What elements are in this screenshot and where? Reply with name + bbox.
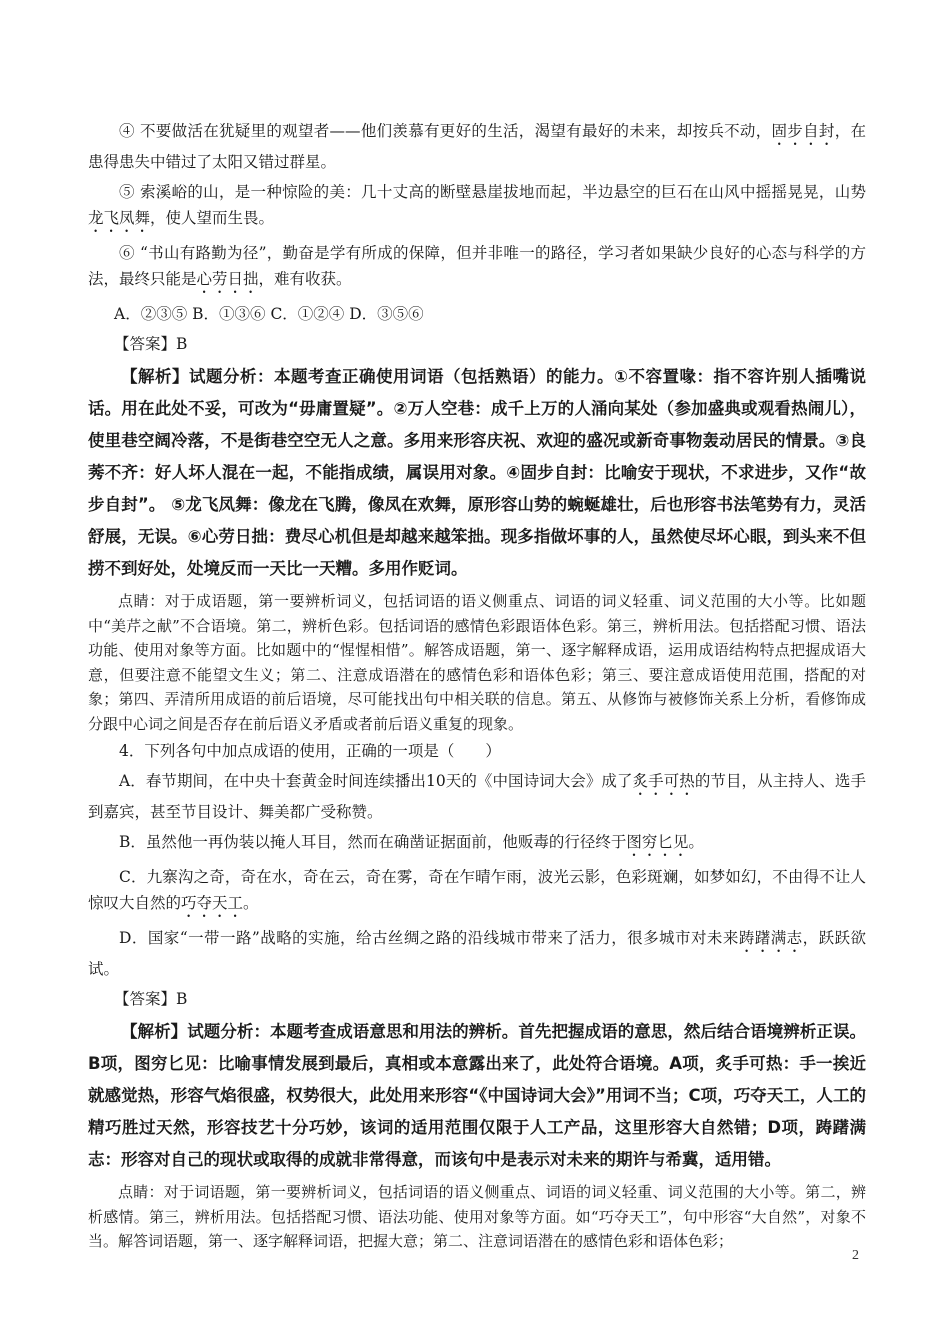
option-text: B．虽然他一再伪装以掩人耳目，然而在确凿证据面前，他贩毒的行径终于 [119, 833, 627, 851]
option-text: 。 [243, 894, 259, 912]
analysis-paragraph: 【解析】试题分析：本题考查成语意思和用法的辨析。首先把握成语的意思，然后结合语境辨析正误。B项，图穷匕见：比喻事情发展到最后，真相或本意露出来了，此处符合语境。A项，炙手可热：手一挨近就感觉热，形容气焰很盛，权势很大，此处用来形容“《中国诗词大会》”用词不当；C项，巧夺天工，人工的精巧胜过天然，形容技艺十分巧妙，该词的适用范围仅限于人工产品，这里形容大自然错；D项，踌躇满志：形容对自己的现状或取得的成就非常得意，而该句中是表示对未来的期许与希冀，适用错。 [88, 1022, 866, 1169]
option-text: D．国家“一带一路”战略的实施，给古丝绸之路的沿线城市带来了活力，很多城市对未来 [119, 929, 739, 947]
question-4: 4．下列各句中加点成语的使用，正确的一项是（ ） [119, 742, 501, 760]
answer-label: 【答案】B [114, 990, 188, 1008]
sentence-text: ，难有收获。 [258, 270, 352, 288]
dotted-idiom: 巧夺天工 [181, 894, 244, 912]
option-text: C．九寨沟之奇，奇在水，奇在云，奇在雾，奇在乍晴乍雨，波光云影，色彩斑斓，如梦如幻，不由得不让人惊叹大自然的 [88, 868, 866, 912]
sentence-text: ，在患得患失中错过了太阳又错过群星。 [88, 122, 866, 171]
sentence-4 [88, 118, 866, 175]
sentence-text: ⑤ 索溪峪的山，是一种惊险的美：几十丈高的断壁悬崖拔地而起，半边悬空的巨石在山风中摇摇晃晃，山势 [119, 183, 866, 201]
dotted-idiom: 图穷匕见 [626, 833, 689, 851]
dotted-idiom: 踌躇满志 [738, 929, 803, 947]
page-number: 2 [852, 1248, 859, 1263]
tip-paragraph: 点睛：对于成语题，第一要辨析词义，包括词语的语义侧重点、词语的词义轻重、词义范围的大小等。比如题中“美芹之献”不合语境。第二，辨析色彩。包括词语的感情色彩跟语体色彩。第三，辨析用法。包括搭配习惯、语法功能、使用对象等方面。比如题中的“惺惺相惜”。解答成语题，第一、逐字解释成语，运用成语结构特点把握成语大意，但要注意不能望文生义；第二、注意成语潜在的感情色彩和语体色彩；第三、要注意成语使用范围，搭配的对象；第四、弄清所用成语的前后语境，尽可能找出句中相关联的信息。第五、从修饰与被修饰关系上分析，看修饰成分跟中心词之间是否存在前后语义矛盾或者前后语义重复的现象。 [88, 592, 866, 733]
option-a [88, 768, 866, 825]
option-text: 的节目，从主持人、选手到嘉宾，甚至节目设计、舞美都广受称赞。 [88, 772, 866, 821]
page-content [88, 118, 866, 1256]
option-text: A．春节期间，在中央十套黄金时间连续播出10天的《中国诗词大会》成了 [119, 772, 633, 790]
option-b [88, 829, 866, 860]
dotted-idiom: 心劳日拙 [196, 270, 259, 288]
sentence-5 [88, 179, 866, 236]
sentence-6 [88, 240, 866, 297]
option-c [88, 864, 866, 921]
sentence-text: ，使人望而生畏。 [150, 209, 275, 227]
dotted-idiom: 龙飞凤舞 [88, 209, 151, 227]
sentence-text: ④ 不要做活在犹疑里的观望者——他们羡慕有更好的生活，渴望有最好的未来，却按兵不动， [119, 122, 772, 140]
answer-label: 【答案】B [114, 335, 188, 353]
option-d [88, 925, 866, 982]
dotted-idiom: 固步自封 [771, 122, 835, 140]
answer-options: A．②③⑤ B．①③⑥ C．①②④ D．③⑤⑥ [114, 305, 424, 323]
dotted-idiom: 炙手可热 [632, 772, 695, 790]
sentence-text: ⑥ “书山有路勤为径”，勤奋是学有所成的保障，但并非唯一的路径，学习者如果缺少良好的心态与科学的方法，最终只能是 [88, 244, 866, 288]
analysis-paragraph: 【解析】试题分析：本题考查正确使用词语（包括熟语）的能力。①不容置喙：指不容许别人插嘴说话。用在此处不妥，可改为“毋庸置疑”。②万人空巷：成千上万的人涌向某处（参加盛典或观看热闹儿），使里巷空阔冷落，不是街巷空空无人之意。多用来形容庆祝、欢迎的盛况或新奇事物轰动居民的情景。③良莠不齐：好人坏人混在一起，不能指成绩，属误用对象。④固步自封：比喻安于现状，不求进步，又作“故步自封”。 ⑤龙飞凤舞：像龙在飞腾，像凤在欢舞，原形容山势的蜿蜒雄壮，后也形容书法笔势有力，灵活舒展，无误。⑥心劳日拙：费尽心机但是却越来越笨拙。现多指做坏事的人，虽然使尽坏心眼，到头来不但捞不到好处，处境反而一天比一天糟。多用作贬词。 [88, 367, 866, 578]
option-text: ，跃跃欲试。 [88, 929, 866, 978]
tip-paragraph: 点睛：对于词语题，第一要辨析词义，包括词语的语义侧重点、词语的词义轻重、词义范围的大小等。第二，辨析感情。第三，辨析用法。包括搭配习惯、语法功能、使用对象等方面。如“巧夺天工”，句中形容“大自然”，对象不当。解答词语题，第一、逐字解释词语，把握大意；第二、注意词语潜在的感情色彩和语体色彩； [88, 1183, 866, 1250]
option-text: 。 [688, 833, 704, 851]
